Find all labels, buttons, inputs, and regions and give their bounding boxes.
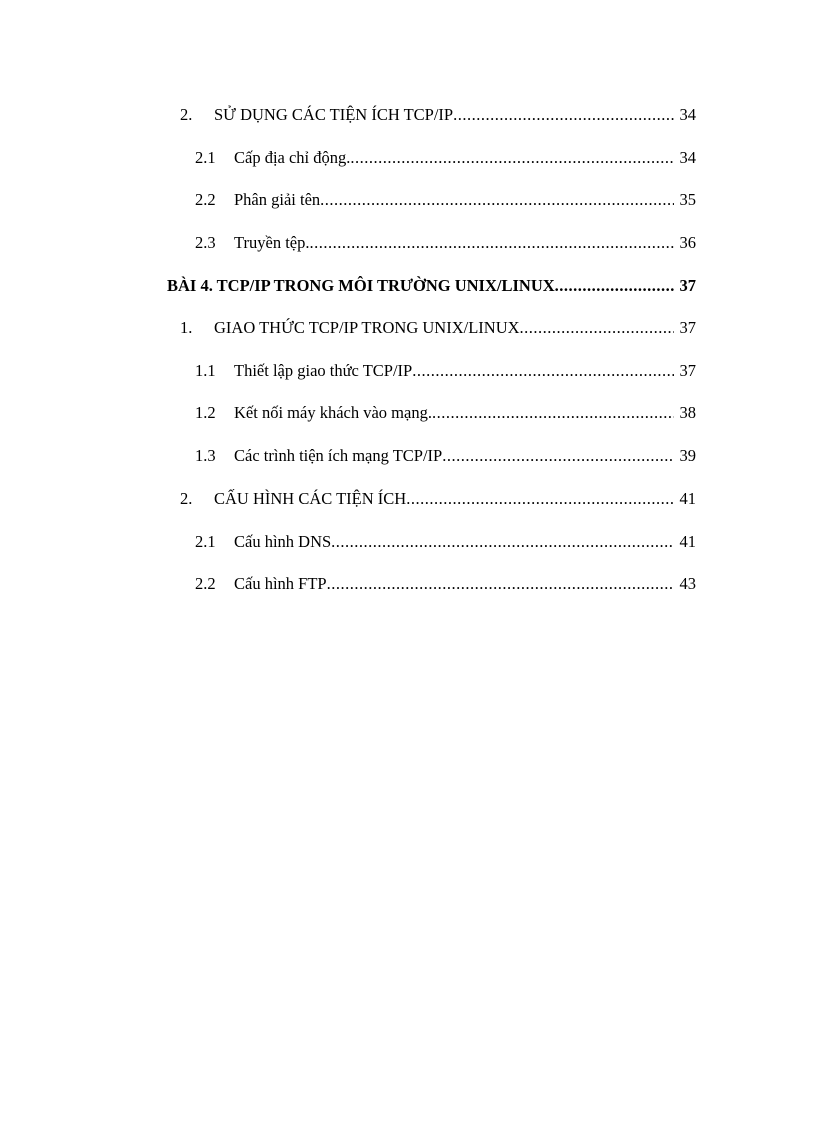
toc-entry-title: Kết nối máy khách vào mạng. bbox=[234, 401, 432, 425]
toc-entry-page: 43 bbox=[679, 574, 696, 593]
toc-entry-title: CẤU HÌNH CÁC TIỆN ÍCH bbox=[214, 487, 406, 511]
toc-entry-page: 41 bbox=[679, 489, 696, 508]
toc-entry-number: 2.1 bbox=[195, 148, 216, 167]
toc-entry-leader bbox=[167, 274, 674, 298]
toc-entry-page: 39 bbox=[679, 446, 696, 465]
toc-entry-leader bbox=[234, 146, 674, 170]
toc-entry-leader bbox=[214, 316, 674, 340]
toc-entry-page: 35 bbox=[679, 190, 696, 209]
toc-entry-number: 1.3 bbox=[195, 446, 216, 465]
toc-entry-section-2-1 bbox=[0, 146, 696, 170]
toc-entry-title: Phân giải tên bbox=[234, 188, 320, 212]
toc-entry-page: 36 bbox=[679, 233, 696, 252]
dot-leader bbox=[406, 487, 674, 511]
toc-entry-number: 2. bbox=[180, 105, 193, 124]
toc-entry-title: Các trình tiện ích mạng TCP/IP bbox=[234, 444, 442, 468]
toc-entry-leader bbox=[234, 231, 674, 255]
toc-entry-page: 38 bbox=[679, 403, 696, 422]
toc-entry-leader bbox=[234, 444, 674, 468]
dot-leader bbox=[520, 316, 674, 340]
dot-leader bbox=[309, 231, 674, 255]
toc-entry-page: 34 bbox=[679, 105, 696, 124]
toc-entry-section-2 bbox=[0, 103, 696, 127]
toc-entry-title: SỬ DỤNG CÁC TIỆN ÍCH TCP/IP bbox=[214, 103, 453, 127]
toc-entry-title: Cấu hình DNS bbox=[234, 530, 331, 554]
toc-entry-section-2-2 bbox=[0, 188, 696, 212]
toc-entry-leader bbox=[234, 572, 674, 596]
toc-entry-title: Thiết lập giao thức TCP/IP bbox=[234, 359, 412, 383]
toc-entry-number: 1. bbox=[180, 318, 193, 337]
toc-entry-title: Cấu hình FTP bbox=[234, 572, 327, 596]
toc-entry-section-1-2 bbox=[0, 401, 696, 425]
dot-leader bbox=[350, 146, 674, 170]
toc-entry-leader bbox=[234, 188, 674, 212]
toc-entry-leader bbox=[234, 401, 674, 425]
toc-entry-section-1 bbox=[0, 316, 696, 340]
dot-leader bbox=[412, 359, 674, 383]
toc-entry-number: 2.2 bbox=[195, 190, 216, 209]
toc-entry-title: GIAO THỨC TCP/IP TRONG UNIX/LINUX bbox=[214, 316, 520, 340]
toc-entry-chapter-4 bbox=[0, 274, 696, 298]
dot-leader bbox=[331, 530, 674, 554]
toc-entry-number: 1.1 bbox=[195, 361, 216, 380]
toc-entry-leader bbox=[234, 530, 674, 554]
toc-entry-section-2-3 bbox=[0, 231, 696, 255]
toc-entry-title: Truyền tệp. bbox=[234, 231, 309, 255]
toc-entry-page: 37 bbox=[679, 361, 696, 380]
dot-leader bbox=[442, 444, 674, 468]
dot-leader bbox=[432, 401, 674, 425]
toc-entry-section-1-3 bbox=[0, 444, 696, 468]
toc-entry-section-2b bbox=[0, 487, 696, 511]
toc-entry-page: 34 bbox=[679, 148, 696, 167]
toc-entry-number: 1.2 bbox=[195, 403, 216, 422]
dot-leader bbox=[320, 188, 674, 212]
toc-entry-section-2b-2 bbox=[0, 572, 696, 596]
toc-entry-section-2b-1 bbox=[0, 530, 696, 554]
toc-entry-leader bbox=[234, 359, 674, 383]
toc-entry-page: 37 bbox=[679, 318, 696, 337]
dot-leader bbox=[453, 103, 674, 127]
toc-entry-page: 41 bbox=[679, 532, 696, 551]
toc-entry-leader bbox=[214, 487, 674, 511]
toc-entry-title: BÀI 4. TCP/IP TRONG MÔI TRƯỜNG UNIX/LINUX bbox=[167, 274, 555, 298]
toc-entry-section-1-1 bbox=[0, 359, 696, 383]
toc-entry-number: 2.3 bbox=[195, 233, 216, 252]
dot-leader bbox=[555, 274, 674, 298]
toc-entry-number: 2.2 bbox=[195, 574, 216, 593]
toc-entry-page: 37 bbox=[679, 276, 696, 295]
dot-leader bbox=[327, 572, 674, 596]
toc-entry-leader bbox=[214, 103, 674, 127]
toc-entry-number: 2. bbox=[180, 489, 193, 508]
toc-entry-number: 2.1 bbox=[195, 532, 216, 551]
toc-entry-title: Cấp địa chỉ động. bbox=[234, 146, 350, 170]
